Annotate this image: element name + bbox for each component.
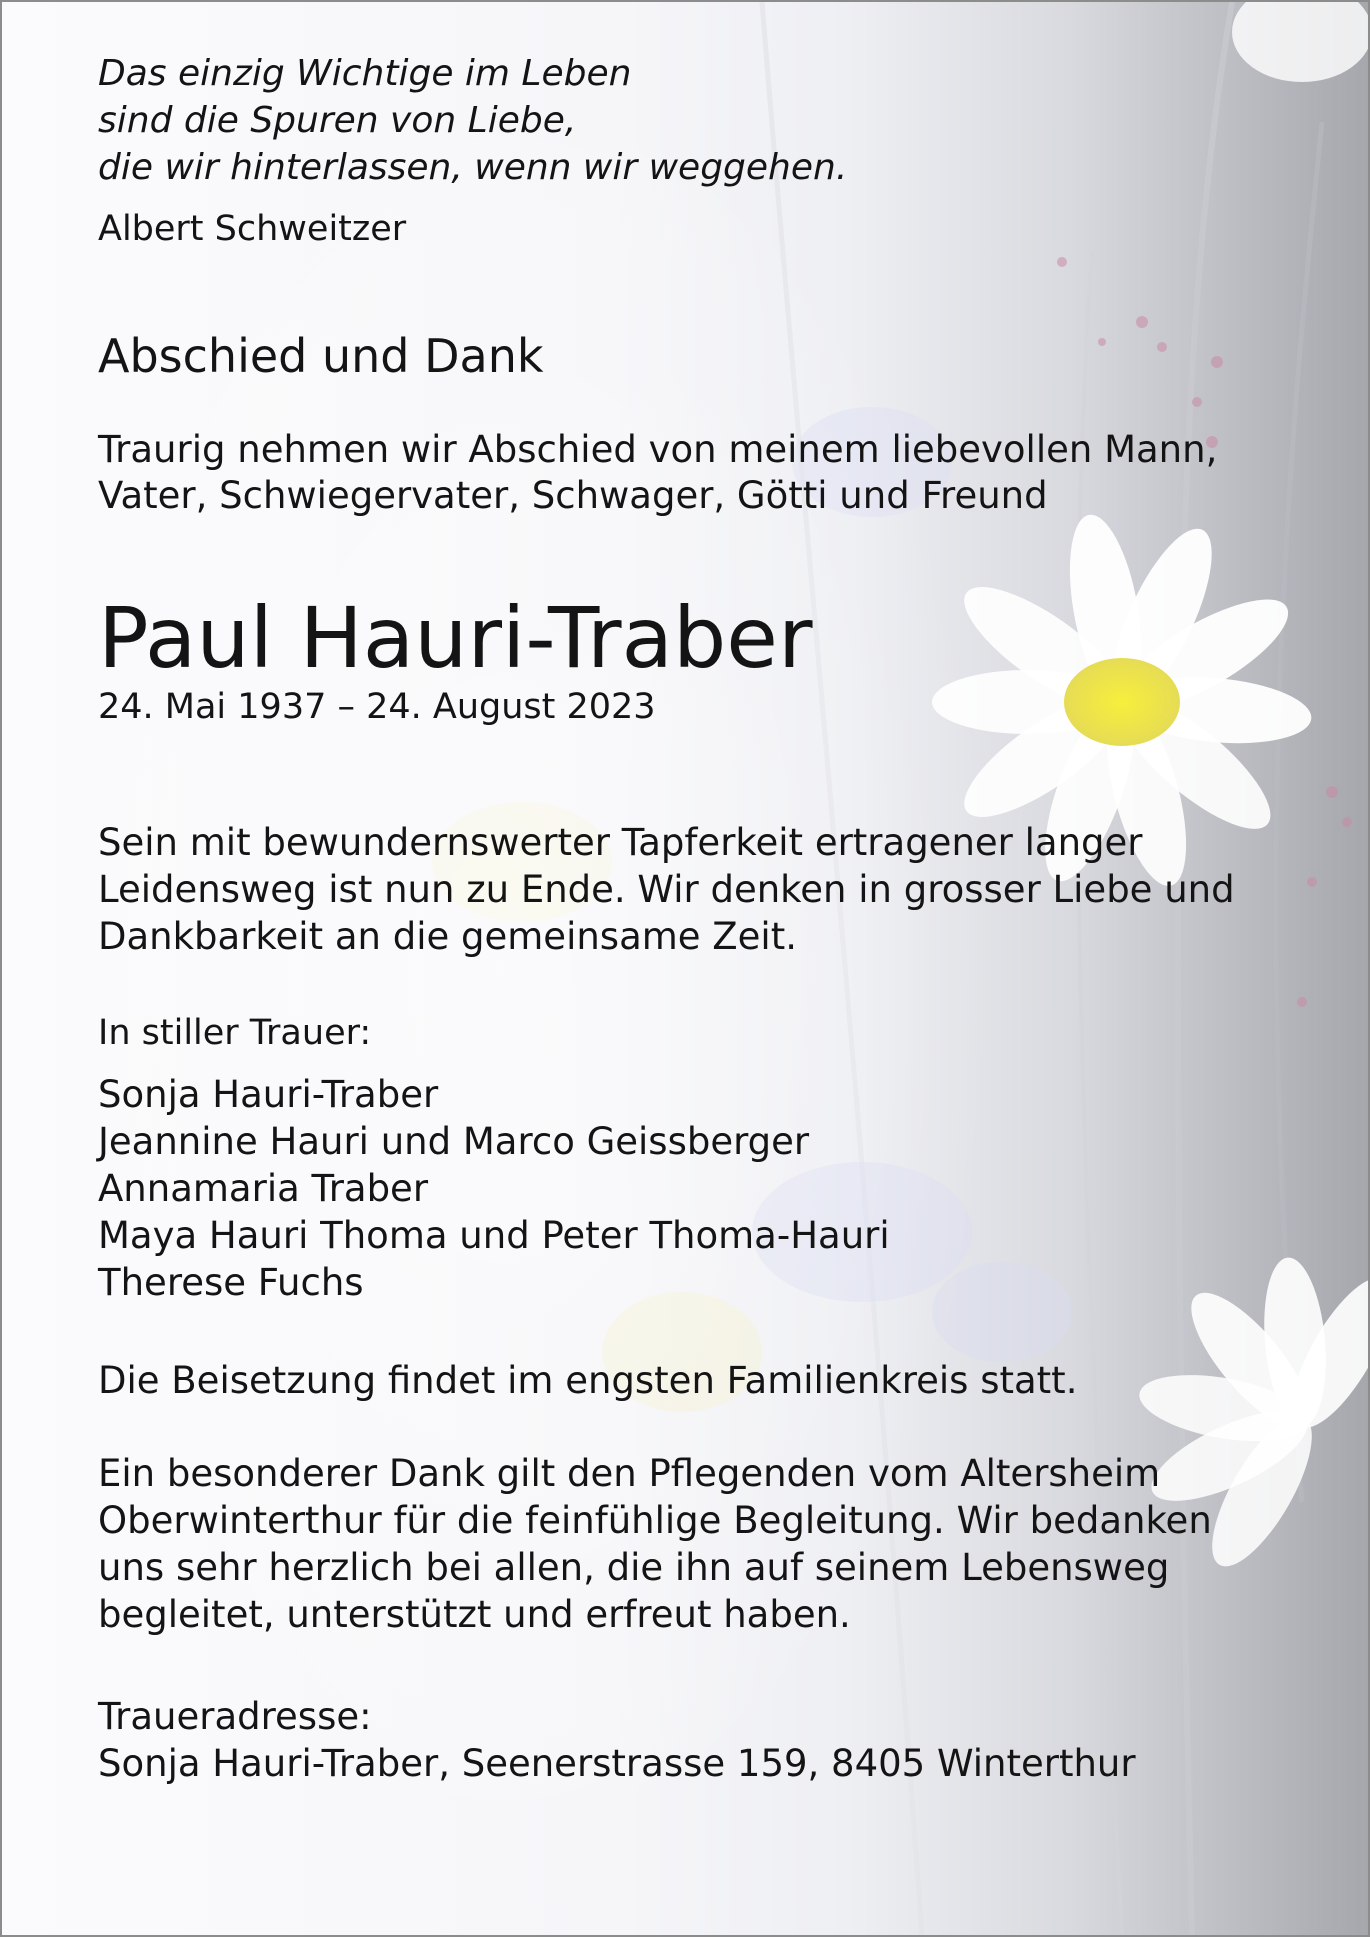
mourning-address: Sonja Hauri-Traber, Seenerstrasse 159, 8405 Winterthur — [98, 1742, 1136, 1785]
burial-notice: Die Beisetzung findet im engsten Familienkreis statt. — [98, 1359, 1078, 1402]
thanks-line: Oberwinterthur für die feinfühlige Begleitung. Wir bedanken — [98, 1499, 1212, 1542]
motto-quote — [98, 50, 1318, 191]
heading: Abschied und Dank — [98, 329, 544, 383]
mourner-name: Sonja Hauri-Traber — [98, 1073, 439, 1116]
motto-line: Das einzig Wichtige im Leben — [98, 53, 632, 94]
thanks-text — [98, 1450, 1318, 1638]
mourners-list — [98, 1071, 1318, 1306]
mourner-name: Jeannine Hauri und Marco Geissberger — [98, 1120, 810, 1163]
mourner-name: Annamaria Traber — [98, 1167, 429, 1210]
address-label: Traueradresse: — [98, 1695, 372, 1738]
thanks-line: begleitet, unterstützt und erfreut haben. — [98, 1593, 851, 1636]
life-dates: 24. Mai 1937 – 24. August 2023 — [98, 687, 656, 727]
intro-text — [98, 427, 1318, 519]
mourner-name: Maya Hauri Thoma und Peter Thoma-Hauri — [98, 1214, 890, 1257]
tribute-line: Sein mit bewundernswerter Tapferkeit ertragener langer — [98, 821, 1143, 864]
motto-author: Albert Schweitzer — [98, 209, 407, 249]
obituary-content — [98, 50, 1318, 1787]
intro-line: Vater, Schwiegervater, Schwager, Götti und Freund — [98, 474, 1048, 517]
thanks-line: uns sehr herzlich bei allen, die ihn auf seinem Lebensweg — [98, 1546, 1170, 1589]
tribute-line: Dankbarkeit an die gemeinsame Zeit. — [98, 915, 797, 958]
motto-line: die wir hinterlassen, wenn wir weggehen. — [98, 147, 848, 188]
deceased-name: Paul Hauri-Traber — [98, 589, 813, 687]
mourners-label: In stiller Trauer: — [98, 1013, 372, 1053]
motto-line: sind die Spuren von Liebe, — [98, 100, 577, 141]
intro-line: Traurig nehmen wir Abschied von meinem liebevollen Mann, — [98, 428, 1218, 471]
thanks-line: Ein besonderer Dank gilt den Pflegenden vom Altersheim — [98, 1452, 1161, 1495]
tribute-text — [98, 819, 1318, 960]
tribute-line: Leidensweg ist nun zu Ende. Wir denken in grosser Liebe und — [98, 868, 1235, 911]
mourner-name: Therese Fuchs — [98, 1261, 364, 1304]
